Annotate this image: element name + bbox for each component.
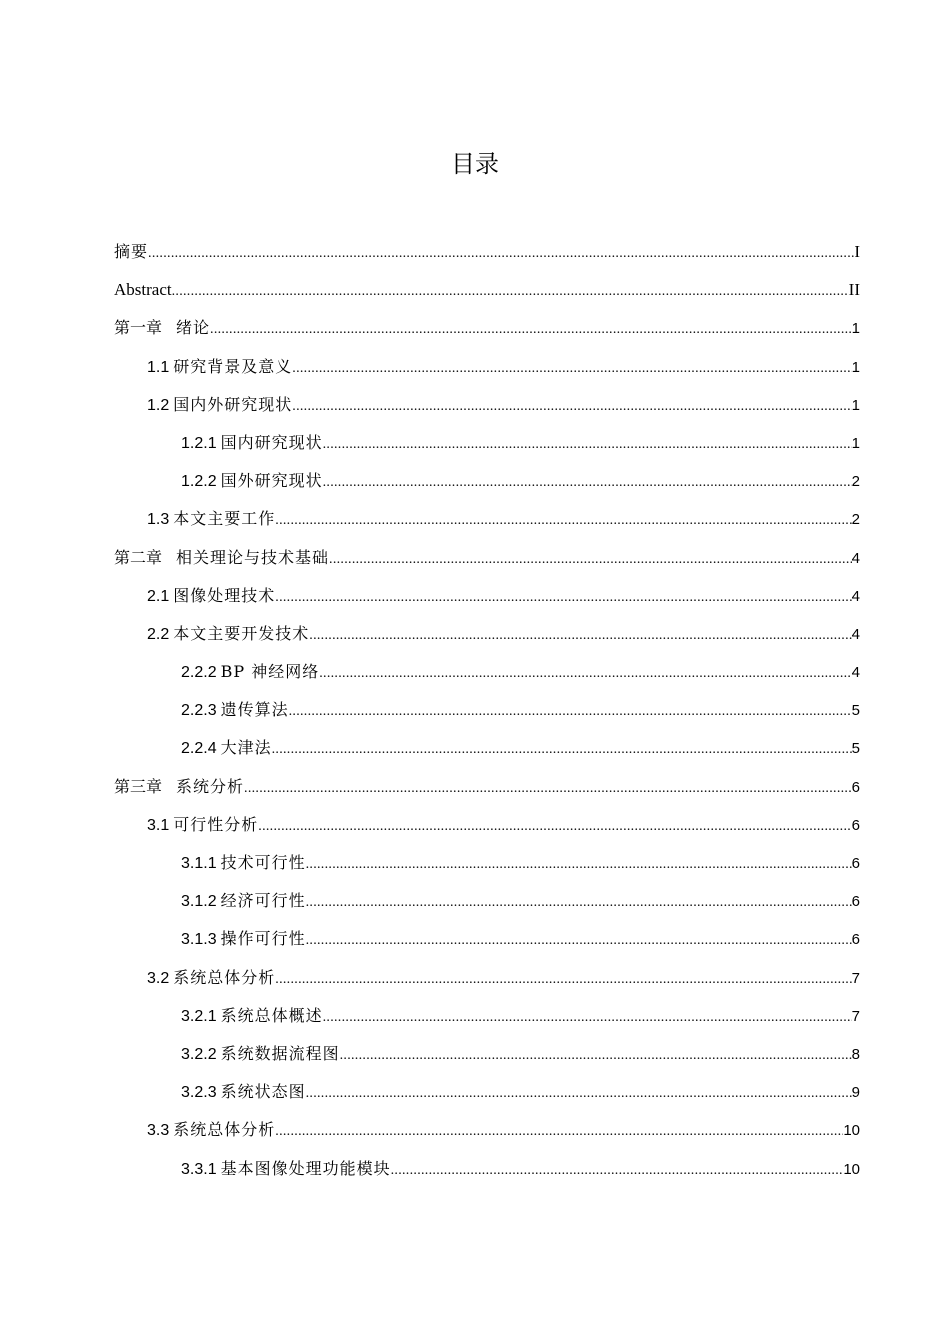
toc-entry-number: 3.1 <box>147 816 170 834</box>
toc-entry-number: 1.1 <box>147 358 170 376</box>
toc-leader-dots <box>340 1037 852 1075</box>
toc-entry-number: 2.2 <box>147 625 170 643</box>
toc-entry-title: 遗传算法 <box>220 700 289 720</box>
toc-entry-title: 操作可行性 <box>220 929 306 949</box>
toc-entry-title: 绪论 <box>176 318 211 338</box>
toc-leader-dots <box>172 273 849 311</box>
toc-entry-subsection[interactable] <box>114 424 860 462</box>
toc-page-number: 4 <box>851 549 860 567</box>
toc-entry-number: 第三章 <box>114 776 163 796</box>
toc-entry-number: 2.2.4 <box>181 740 217 758</box>
toc-entry-number: 3.1.1 <box>181 855 217 872</box>
toc-page-number: I <box>854 242 860 261</box>
toc-entry-section[interactable] <box>114 348 860 386</box>
toc-entry-subsection[interactable] <box>114 1073 860 1111</box>
toc-page-number: 6 <box>851 778 860 796</box>
toc-entry-number: 1.2.2 <box>181 473 217 491</box>
toc-entry-number: 1.2 <box>147 396 170 414</box>
toc-page-number: II <box>848 280 860 300</box>
toc-entry-subsection[interactable] <box>114 920 860 958</box>
toc-leader-dots <box>275 502 851 540</box>
toc-entry-title: 系统分析 <box>176 776 245 796</box>
toc-entry-abstract-en[interactable] <box>114 271 860 309</box>
toc-page-number: 1 <box>851 396 860 414</box>
toc-entry-title: 系统总体分析 <box>173 967 276 987</box>
toc-page-number: 1 <box>851 434 860 452</box>
toc-page-number: 5 <box>851 740 860 758</box>
toc-leader-dots <box>275 579 851 617</box>
toc-entry-section[interactable] <box>114 577 860 615</box>
toc-entry-title: 国内研究现状 <box>220 432 323 452</box>
toc-leader-dots <box>210 311 852 349</box>
toc-entry-title: BP 神经网络 <box>220 662 320 682</box>
toc-entry-title: 大津法 <box>220 738 272 758</box>
toc-entry-title: 可行性分析 <box>173 814 259 834</box>
toc-entry-section[interactable] <box>114 806 860 844</box>
toc-entry-number: 2.1 <box>147 587 170 605</box>
toc-entry-section[interactable] <box>114 1111 860 1149</box>
toc-page-number: 2 <box>851 473 860 491</box>
toc-page-number: 2 <box>851 511 860 529</box>
toc-entry-section[interactable] <box>114 959 860 997</box>
toc-entry-subsection[interactable] <box>114 997 860 1035</box>
toc-leader-dots <box>306 884 852 922</box>
toc-entry-number: 第二章 <box>114 547 163 567</box>
toc-entry-number: 2.2.3 <box>181 702 217 720</box>
toc-page-number: 4 <box>851 664 860 682</box>
toc-entry-number: 3.3 <box>147 1122 170 1140</box>
page-title: 目录 <box>451 150 499 178</box>
toc-entry-title: 摘要 <box>114 242 149 261</box>
toc-entry-subsection[interactable] <box>114 844 860 882</box>
toc-leader-dots <box>306 846 852 884</box>
toc-page-number: 6 <box>851 855 860 872</box>
toc-entry-title: 系统总体分析 <box>173 1120 276 1140</box>
toc-entry-title: 研究背景及意义 <box>173 356 293 376</box>
toc-leader-dots <box>292 350 851 388</box>
toc-entry-number: 3.2.3 <box>181 1084 217 1102</box>
toc-entry-title: 基本图像处理功能模块 <box>220 1158 391 1178</box>
toc-leader-dots <box>289 693 852 731</box>
toc-entry-title: 经济可行性 <box>220 891 306 911</box>
toc-leader-dots <box>275 961 851 999</box>
toc-entry-title: 国内外研究现状 <box>173 394 293 414</box>
toc-leader-dots <box>319 655 851 693</box>
toc-entry-section[interactable] <box>114 615 860 653</box>
toc-entry-subsection[interactable] <box>114 729 860 767</box>
toc-entry-title: 本文主要工作 <box>173 509 276 529</box>
toc-entry-number: 3.3.1 <box>181 1160 217 1178</box>
toc-page-number: 7 <box>851 1007 860 1025</box>
toc-entry-section[interactable] <box>114 500 860 538</box>
toc-entry-subsection[interactable] <box>114 882 860 920</box>
toc-entry-chapter-2[interactable] <box>114 539 860 577</box>
toc-entry-number: 3.1.3 <box>181 931 217 949</box>
toc-entry-number: 3.1.2 <box>181 893 217 911</box>
toc-page-number: 6 <box>851 816 860 834</box>
table-of-contents <box>114 233 860 1188</box>
toc-entry-subsection[interactable] <box>114 1150 860 1188</box>
toc-page-number: 10 <box>843 1160 860 1178</box>
toc-page-number: 1 <box>851 320 860 338</box>
toc-leader-dots <box>323 999 852 1037</box>
toc-leader-dots <box>306 922 852 960</box>
toc-entry-number: 1.3 <box>147 511 170 529</box>
toc-entry-number: 1.2.1 <box>181 434 217 452</box>
toc-entry-title: 系统状态图 <box>220 1082 306 1102</box>
toc-page-number: 1 <box>851 358 860 376</box>
toc-entry-number: 2.2.2 <box>181 664 217 682</box>
toc-leader-dots <box>323 426 852 464</box>
toc-entry-number: 3.2.2 <box>181 1045 217 1063</box>
toc-entry-title: 技术可行性 <box>220 853 306 872</box>
toc-page-number: 4 <box>851 587 860 605</box>
toc-entry-number: 3.2 <box>147 969 170 987</box>
toc-page-number: 6 <box>851 931 860 949</box>
toc-entry-title: Abstract <box>114 280 172 300</box>
toc-entry-subsection[interactable] <box>114 1035 860 1073</box>
toc-entry-title: 系统总体概述 <box>220 1005 323 1025</box>
toc-leader-dots <box>148 235 854 273</box>
toc-leader-dots <box>306 1075 852 1113</box>
toc-leader-dots <box>244 770 852 808</box>
toc-entry-title: 系统数据流程图 <box>220 1043 340 1063</box>
toc-page-number: 8 <box>851 1045 860 1063</box>
toc-leader-dots <box>323 464 852 502</box>
toc-entry-subsection[interactable] <box>114 462 860 500</box>
toc-entry-number: 3.2.1 <box>181 1007 217 1025</box>
toc-entry-chapter-3[interactable] <box>114 768 860 806</box>
toc-page-number: 4 <box>851 625 860 643</box>
toc-page-number: 10 <box>843 1122 860 1140</box>
toc-leader-dots <box>275 1113 843 1151</box>
toc-leader-dots <box>258 808 851 846</box>
toc-page-number: 5 <box>851 702 860 720</box>
toc-entry-number: 第一章 <box>114 318 163 338</box>
toc-entry-title: 本文主要开发技术 <box>173 623 310 643</box>
toc-leader-dots <box>329 541 852 579</box>
toc-entry-abstract-cn[interactable] <box>114 233 860 271</box>
toc-page-number: 6 <box>851 893 860 911</box>
toc-page-number: 7 <box>851 969 860 987</box>
toc-entry-section[interactable] <box>114 386 860 424</box>
toc-leader-dots <box>272 731 852 769</box>
toc-leader-dots <box>309 617 851 655</box>
toc-entry-title: 国外研究现状 <box>220 471 323 491</box>
toc-entry-title: 相关理论与技术基础 <box>176 547 330 567</box>
toc-entry-title: 图像处理技术 <box>173 585 276 605</box>
toc-leader-dots <box>292 388 851 426</box>
toc-leader-dots <box>391 1152 844 1190</box>
toc-page-number: 9 <box>851 1084 860 1102</box>
toc-entry-subsection[interactable] <box>114 653 860 691</box>
toc-entry-chapter-1[interactable] <box>114 309 860 347</box>
toc-entry-subsection[interactable] <box>114 691 860 729</box>
